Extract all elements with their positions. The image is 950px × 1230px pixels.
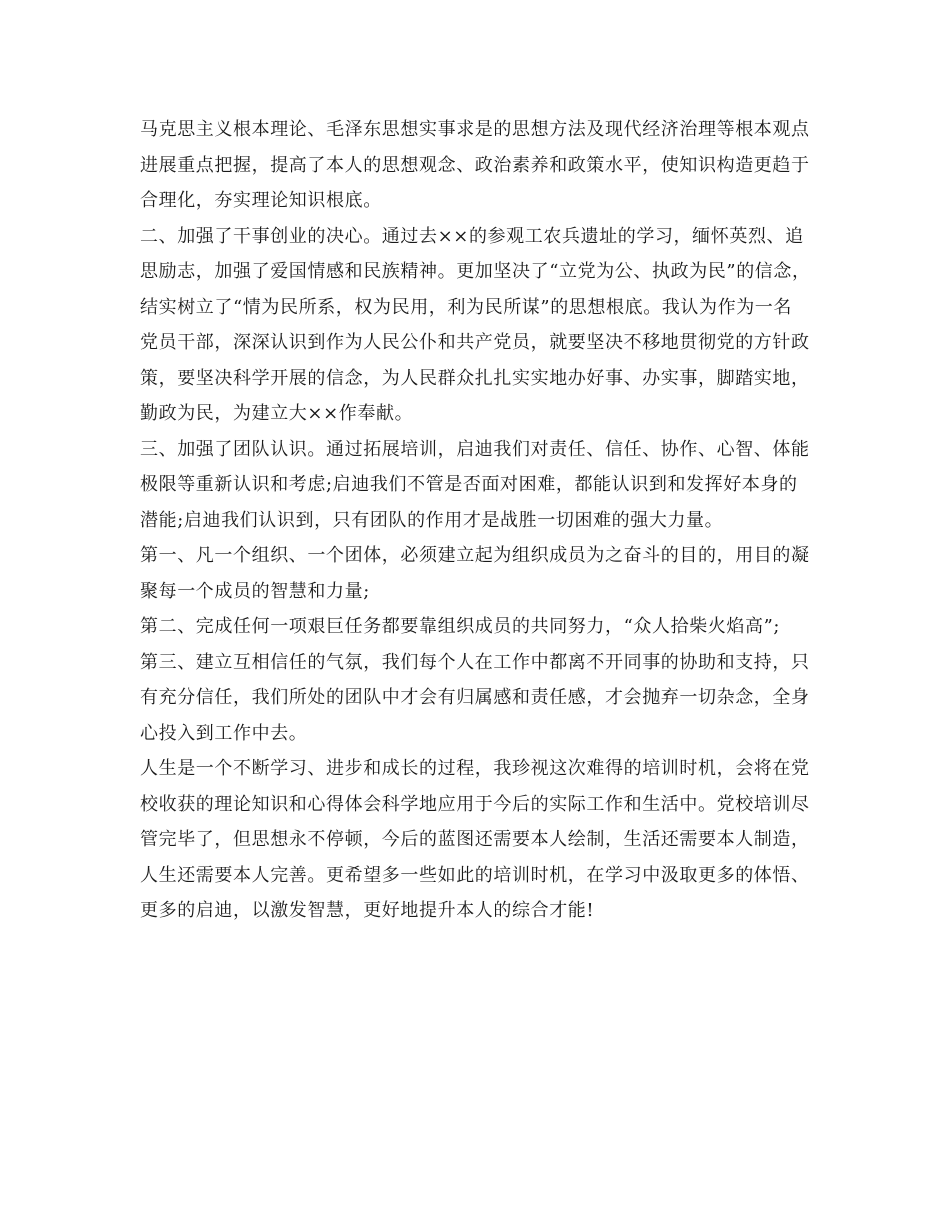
text-line: 二、加强了干事创业的决心。通过去××的参观工农兵遗址的学习，缅怀英烈、追 xyxy=(140,225,804,247)
text-line: 更多的启迪，以激发智慧，更好地提升本人的综合才能! xyxy=(140,900,595,921)
text-line: 进展重点把握，提高了本人的思想观念、政治素养和政策水平，使知识构造更趋于 xyxy=(140,154,810,176)
text-line: 人生还需要本人完善。更希望多一些如此的培训时机，在学习中汲取更多的体悟、 xyxy=(140,864,810,886)
text-line: 聚每一个成员的智慧和力量; xyxy=(140,580,370,602)
text-line: 校收获的理论知识和心得体会科学地应用于今后的实际工作和生活中。党校培训尽 xyxy=(140,793,810,815)
text-line: 勤政为民，为建立大××作奉献。 xyxy=(140,403,414,424)
text-line: 有充分信任，我们所处的团队中才会有归属感和责任感，才会抛弃一切杂念，全身 xyxy=(140,687,810,708)
text-line: 潜能;启迪我们认识到，只有团队的作用才是战胜一切困难的强大力量。 xyxy=(140,509,724,531)
text-line: 合理化，夯实理论知识根底。 xyxy=(140,190,382,211)
text-line: 策，要坚决科学开展的信念，为人民群众扎扎实实地办好事、办实事，脚踏实地， xyxy=(140,367,810,389)
text-line: 马克思主义根本理论、毛泽东思想实事求是的思想方法及现代经济治理等根本观点 xyxy=(140,119,810,140)
text-line: 第三、建立互相信任的气氛，我们每个人在工作中都离不开同事的协助和支持，只 xyxy=(140,651,810,673)
text-line: 极限等重新认识和考虑;启迪我们不管是否面对困难，都能认识到和发挥好本身的 xyxy=(140,474,798,495)
text-line: 三、加强了团队认识。通过拓展培训，启迪我们对责任、信任、协作、心智、体能 xyxy=(140,438,810,460)
text-line: 第一、凡一个组织、一个团体，必须建立起为组织成员为之奋斗的目的，用目的凝 xyxy=(140,545,810,566)
text-line: 心投入到工作中去。 xyxy=(140,722,308,744)
text-line: 第二、完成任何一项艰巨任务都要靠组织成员的共同努力，“众人拾柴火焰高”; xyxy=(140,616,781,637)
text-line: 党员干部，深深认识到作为人民公仆和共产党员，就要坚决不移地贯彻党的方针政 xyxy=(140,332,810,353)
text-line: 人生是一个不断学习、进步和成长的过程，我珍视这次难得的培训时机，会将在党 xyxy=(140,758,810,779)
document-body xyxy=(140,112,820,929)
text-line: 思励志，加强了爱国情感和民族精神。更加坚决了“立党为公、执政为民”的信念， xyxy=(140,261,811,282)
text-line: 管完毕了，但思想永不停顿，今后的蓝图还需要本人绘制，生活还需要本人制造， xyxy=(140,829,810,850)
text-line: 结实树立了“情为民所系，权为民用，利为民所谋”的思想根底。我认为作为一名 xyxy=(140,296,793,318)
